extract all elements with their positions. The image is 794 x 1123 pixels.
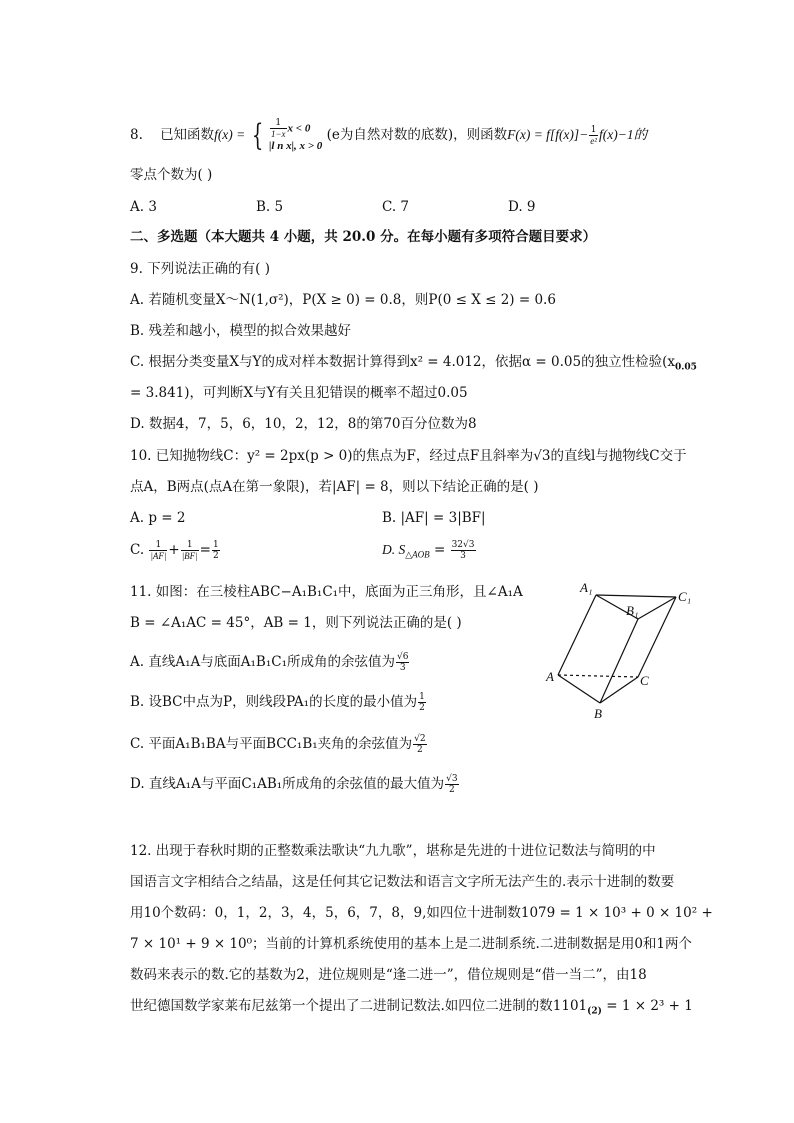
q10-d-subscript: △AOB xyxy=(405,549,430,560)
edge-a1-a xyxy=(558,595,596,675)
q8-number: 8. xyxy=(130,127,143,143)
edge-a-c-hidden xyxy=(558,675,638,677)
q12-subscript: (2) xyxy=(587,1006,602,1017)
q11-c-frac: $\frac{√2}{2}$ xyxy=(414,734,426,755)
q11-line1: 11. 如图：在三棱柱ABC−A₁B₁C₁中，底面为正三角形，且∠A₁A xyxy=(130,584,523,600)
q8-tail: f(x)−1的 xyxy=(599,127,648,142)
q11-b-frac: $\frac{1}{2}$ xyxy=(419,692,425,713)
q11-option-a: A. 直线A₁A与底面A₁B₁C₁所成角的余弦值为 $\frac{√6}{3}$ xyxy=(130,652,409,673)
q11-option-b: B. 设BC中点为P，则线段PA₁的长度的最小值为 $\frac{1}{2}$ xyxy=(130,692,425,713)
q8-note: (e为自然对数的底数)，则函数 xyxy=(326,127,508,143)
q10-c-frac3: $\frac{1}{2}$ xyxy=(212,540,219,561)
q8-option-b: B. 5 xyxy=(256,199,284,215)
q8-piece1-cond: x < 0 xyxy=(287,122,311,135)
q9-c-subscript: 0.05 xyxy=(674,362,697,373)
q12-line5: 数码来表示的数.它的基数为2，进位规则是“逢二进一”，借位规则是“借一当二”，由18 xyxy=(130,967,647,983)
q12-line4: 7 × 10¹ + 9 × 10⁰；当前的计算机系统使用的基本上是二进制系统.二进制数据是用0和1两个 xyxy=(130,936,693,952)
q10-option-d: D. $S_{\triangle AOB}$ = $\frac{32√3}{3}$ xyxy=(382,540,475,561)
q8-coef-fraction: $\frac{1}{\text{e²}}$ xyxy=(590,125,597,146)
q8-option-d: D. 9 xyxy=(508,199,536,215)
q10-c-frac2: $\frac{1}{|BF|}$ xyxy=(181,540,198,561)
q12-line3: 用10个数码：0，1，2，3，4，5，6，7，8，9,如四位十进制数1079 = 1 × 10³ + 0 × 10² + xyxy=(130,905,713,921)
edge-a1-c1 xyxy=(596,595,676,597)
q10-option-c: C. $\frac{1}{|AF|}$ + $\frac{1}{|BF|}$ = $\frac{1}{2}$ xyxy=(130,540,219,561)
prism-figure xyxy=(540,575,700,725)
label-c1: C₁ xyxy=(678,589,692,604)
q8-option-a: A. 3 xyxy=(130,199,157,215)
q11-option-c: C. 平面A₁B₁BA与平面BCC₁B₁夹角的余弦值为 $\frac{√2}{2}$ xyxy=(130,734,426,755)
q11-a-frac: $\frac{√6}{3}$ xyxy=(396,652,409,673)
q10-line1: 10. 已知抛物线C：y² = 2px(p > 0)的焦点为F，经过点F且斜率为√3的直线l与抛物线C交于 xyxy=(130,448,687,464)
q10-line2: 点A，B两点(点A在第一象限)，若|AF| = 8，则以下结论正确的是( ) xyxy=(130,479,539,495)
q9-option-d: D. 数据4，7，5，6，10，2，12，8的第70百分位数为8 xyxy=(130,416,477,432)
q8-Fx: F(x) = f[f(x)]− xyxy=(507,127,589,142)
edge-c1-c xyxy=(638,597,676,677)
q10-c-frac1: $\frac{1}{|AF|}$ xyxy=(150,540,167,561)
label-a: A xyxy=(546,669,554,684)
q10-option-b: B. |AF| = 3|BF| xyxy=(382,510,486,526)
q9-option-b: B. 残差和越小，模型的拟合效果越好 xyxy=(130,323,352,339)
q9-stem: 9. 下列说法正确的有( ) xyxy=(130,261,270,277)
label-c: C xyxy=(640,673,649,688)
q8-fx: f(x) = xyxy=(214,127,246,142)
q11-d-frac: $\frac{√3}{2}$ xyxy=(446,774,458,795)
q8-line1 xyxy=(130,118,647,153)
q8-piece1-fraction: $\frac{1}{1-x}$ xyxy=(270,118,286,139)
q12-line6: 世纪德国数学家莱布尼兹第一个提出了二进制记数法.如四位二进制的数$1101_{(2)} = 1 \times 2^3 + 1$ xyxy=(130,998,693,1017)
q10-d-frac: $\frac{32√3}{3}$ xyxy=(451,540,475,561)
q9-option-c-line2: = 3.841)，可判断X与Y有关且犯错误的概率不超过0.05 xyxy=(130,385,468,401)
q12-line2: 国语言文字相结合之结晶，这是任何其它记数法和语言文字所无法产生的.表示十进制的数要 xyxy=(130,874,675,890)
label-b: B xyxy=(594,706,602,721)
label-b1: B₁ xyxy=(626,603,639,618)
q12-line1: 12. 出现于春秋时期的正整数乘法歌诀“九九歌”，堪称是先进的十进位记数法与简明的中 xyxy=(130,843,656,859)
q9-option-a: A. 若随机变量X～N(1,σ²)，P(X ≥ 0) = 0.8，则P(0 ≤ X ≤ 2) = 0.6 xyxy=(130,292,556,308)
q10-option-a: A. p = 2 xyxy=(130,510,186,526)
label-a1: A₁ xyxy=(580,580,593,595)
edge-a-b xyxy=(558,675,600,703)
q11-line2: B = ∠A₁AC = 45°，AB = 1，则下列说法正确的是( ) xyxy=(130,615,462,631)
q9-option-c-line1: C. 根据分类变量X与Y的成对样本数据计算得到x² = 4.012，依据α = 0.05的独立性检验($x_{0.05}$ xyxy=(130,354,697,373)
q8-piecewise xyxy=(269,118,322,153)
q11-option-d: D. 直线A₁A与平面C₁AB₁所成角的余弦值的最大值为 $\frac{√3}{2}$ xyxy=(130,774,458,795)
q8-lead: 已知函数 xyxy=(160,127,215,143)
q8-brace: { xyxy=(251,117,263,153)
q8-piece2: |l n x|, x > 0 xyxy=(268,140,323,152)
q8-option-c: C. 7 xyxy=(382,199,410,215)
section-2-header: 二、多选题（本大题共 4 小题，共 20.0 分。在每小题有多项符合题目要求） xyxy=(130,229,597,245)
q8-line2: 零点个数为( ) xyxy=(130,167,213,183)
